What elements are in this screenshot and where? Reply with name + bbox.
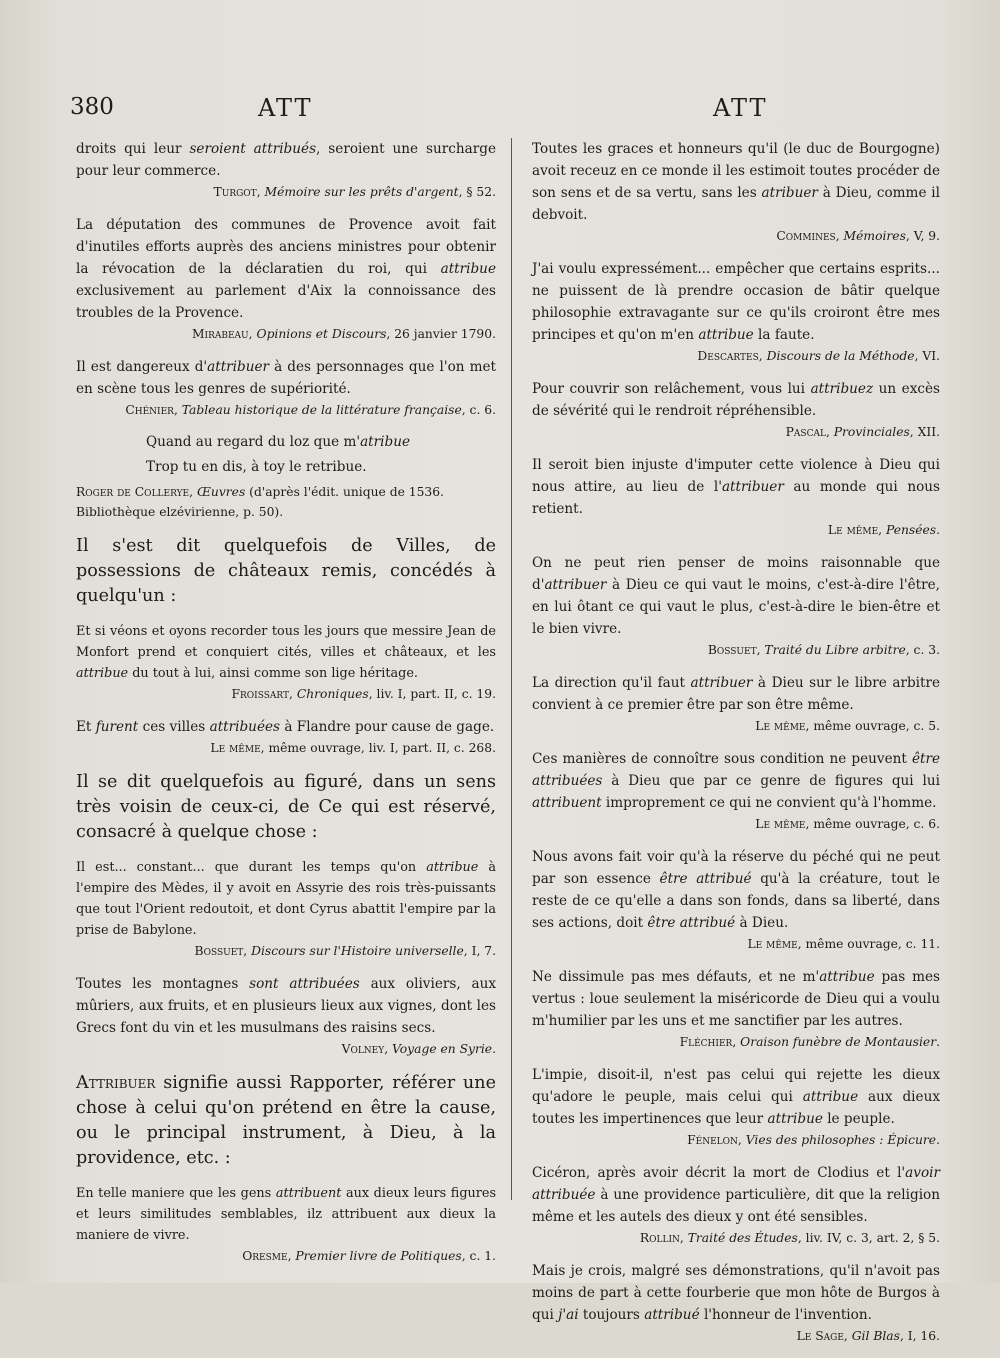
quote-source: Le même, même ouvrage, c. 11. [747, 937, 940, 951]
quote-source: Turgot, Mémoire sur les prêts d'argent, § 52. [213, 185, 496, 199]
quote-text: L'impie, disoit-il, n'est pas celui qui rejette les dieux qu'adore le peuple, mais celui qui attribue aux dieux toutes les impertinences que leur attribue le peuple. [532, 1067, 940, 1127]
quote-source: Fléchier, Oraison funèbre de Montausier. [679, 1035, 940, 1049]
quote-source: Pascal, Provinciales, XII. [785, 425, 940, 439]
column-divider [511, 138, 512, 1200]
quote-source: Le même, Pensées. [827, 523, 940, 537]
quote-text: Pour couvrir son relâchement, vous lui attribuez un excès de sévérité qui le rendroit répréhensible. [532, 381, 940, 419]
verse-line: Trop tu en dis, à toy le retribue. [146, 459, 367, 475]
quote-source: Le même, même ouvrage, c. 5. [755, 719, 940, 733]
quote-text: Nous avons fait voir qu'à la réserve du péché qui ne peut par son essence être attribué qu'à la créature, tout le reste de ce qu'elle a dans son fonds, dans sa liberté, dans ses actions, doit être attribué à Dieu. [532, 849, 941, 931]
verse-line: Quand au regard du loz que m'atribue [146, 434, 410, 450]
running-head-right: ATT [713, 94, 768, 122]
quote-source: Chénier, Tableau historique de la littérature française, c. 6. [125, 403, 496, 417]
quote-text: La direction qu'il faut attribuer à Dieu sur le libre arbitre convient à ce premier être par son être même. [532, 675, 940, 713]
quote-source: Roger de Collerye, Œuvres (d'après l'édit. unique de 1536. Bibliothèque elzévirienne, p. 50). [76, 485, 444, 519]
quote-text: Mais je crois, malgré ses démonstrations, qu'il n'avoit pas moins de part à cette fourberie que mon hôte de Burgos à qui j'ai toujours attribué l'honneur de l'invention. [532, 1263, 940, 1323]
quote-text: La députation des communes de Provence avoit fait d'inutiles efforts auprès des anciens ministres pour obtenir la révocation de la déclaratien du roi, qui attribue exclusivement au parlement d'Aix la connoissance des troubles de la Provence. [76, 217, 496, 321]
quote-text: Il est... constant... que durant les temps qu'on attribue à l'empire des Mèdes, il y avoit en Assyrie des rois très-puissants que tout l'Orient redoutoit, et dont Cyrus abattit l'empire par la prise de Babylone. [76, 860, 496, 938]
quote-source: Mirabeau, Opinions et Discours, 26 janvier 1790. [191, 327, 496, 341]
quote-source: Le même, même ouvrage, c. 6. [755, 817, 940, 831]
quote-text: Et si véons et oyons recorder tous les jours que messire Jean de Monfort prend et conquiert cités, villes et châteaux, et les attribue du tout à lui, ainsi comme son lige héritage. [76, 624, 496, 681]
quote-text: Ces manières de connoître sous condition ne peuvent être attribuées à Dieu que par ce genre de figures qui lui attribuent improprement ce qui ne convient qu'à l'homme. [532, 751, 940, 811]
quote-source: Froissart, Chroniques, liv. I, part. II, c. 19. [231, 687, 496, 701]
quote-source: Volney, Voyage en Syrie. [341, 1042, 496, 1056]
quote-text: Cicéron, après avoir décrit la mort de Clodius et l'avoir attribuée à une providence particulière, dit que la religion même et les autels des dieux y ont été sensibles. [532, 1165, 940, 1225]
running-head-left: ATT [258, 94, 313, 122]
quote-source: Bossuet, Discours sur l'Histoire universelle, I, 7. [194, 944, 496, 958]
quote-text: En telle maniere que les gens attribuent aux dieux leurs figures et leurs similitudes semblables, ilz attribuent aux dieux la maniere de vivre. [76, 1186, 497, 1243]
right-column [532, 138, 940, 1358]
quote-source: Rollin, Traité des Études, liv. IV, c. 3, art. 2, § 5. [639, 1231, 940, 1245]
quote-text: droits qui leur seroient attribués, seroient une surcharge pour leur commerce. [76, 141, 496, 179]
definition-heading: Il se dit quelquefois au figuré, dans un sens très voisin de ceux-ci, de Ce qui est réservé, consacré à quelque chose : [76, 772, 496, 842]
definition-heading: Il s'est dit quelquefois de Villes, de possessions de châteaux remis, concédés à quelqu'un : [76, 536, 496, 606]
quote-text: On ne peut rien penser de moins raisonnable que d'attribuer à Dieu ce qui vaut le moins, c'est-à-dire l'être, en lui ôtant ce qui vaut le plus, c'est-à-dire le bien-être et le bien vivre. [532, 555, 940, 637]
quote-text: Et furent ces villes attribuées à Flandre pour cause de gage. [76, 719, 495, 735]
quote-source: Fénelon, Vies des philosophes : Épicure. [687, 1133, 940, 1147]
quote-text: Il seroit bien injuste d'imputer cette violence à Dieu qui nous attire, au lieu de l'attribuer au monde qui nous retient. [532, 457, 941, 517]
quote-text: J'ai voulu expressément... empêcher que certains esprits... ne puissent de là prendre occasion de bâtir quelque philosophie extravagante sur ce qu'ils croiront être mes principes et qu'on m'en attribue la faute. [532, 261, 940, 343]
quote-source: Oresme, Premier livre de Politiques, c. 1. [242, 1249, 496, 1263]
page-number: 380 [70, 94, 114, 120]
quote-text: Ne dissimule pas mes défauts, et ne m'attribue pas mes vertus : loue seulement la miséricorde de Dieu qui a voulu m'humilier par les uns et me sanctifier par les autres. [532, 969, 940, 1029]
quote-source: Bossuet, Traité du Libre arbitre, c. 3. [707, 643, 940, 657]
quote-source: Descartes, Discours de la Méthode, VI. [697, 349, 940, 363]
quote-text: Il est dangereux d'attribuer à des personnages que l'on met en scène tous les genres de supériorité. [76, 359, 496, 397]
left-column [76, 138, 496, 1278]
quote-text: Toutes les graces et honneurs qu'il (le duc de Bourgogne) avoit receuz en ce monde il les estimoit toutes procéder de son sens et de sa vertu, sans les atribuer à Dieu, comme il debvoit. [532, 141, 941, 223]
quote-source: Commines, Mémoires, V, 9. [776, 229, 940, 243]
quote-source: Le Sage, Gil Blas, I, 16. [796, 1329, 940, 1343]
definition-heading: Attribuer signifie aussi Rapporter, référer une chose à celui qu'on prétend en être la cause, ou le principal instrument, à Dieu, à la providence, etc. : [76, 1073, 496, 1168]
quote-text: Toutes les montagnes sont attribuées aux oliviers, aux mûriers, aux fruits, et en plusieurs lieux aux vignes, dont les Grecs font du vin et les musulmans des raisins secs. [76, 976, 497, 1036]
quote-source: Le même, même ouvrage, liv. I, part. II, c. 268. [210, 741, 496, 755]
